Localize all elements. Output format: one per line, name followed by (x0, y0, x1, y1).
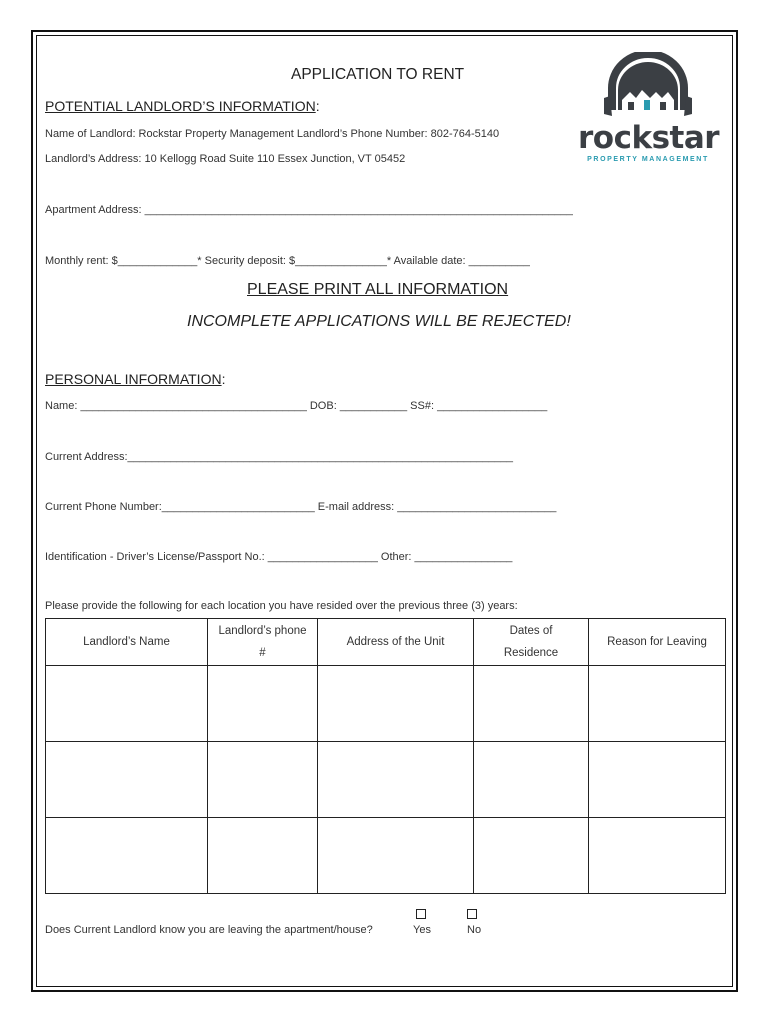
table-cell[interactable] (318, 742, 474, 818)
logo-subtitle: PROPERTY MANAGEMENT (587, 156, 709, 163)
rockstar-badge-icon (578, 52, 718, 122)
landlord-section-heading: POTENTIAL LANDLORD’S INFORMATION: (45, 98, 320, 114)
col-landlord-phone: Landlord’s phone # (208, 619, 318, 666)
table-cell[interactable] (589, 818, 726, 894)
apartment-address-field[interactable]: Apartment Address: ______________________________________________________________________ (45, 204, 573, 216)
name-dob-ssn-fields[interactable]: Name: _____________________________________ DOB: ___________ SS#: __________________ (45, 400, 548, 412)
col-reason-for-leaving: Reason for Leaving (589, 619, 726, 666)
table-cell[interactable] (208, 818, 318, 894)
landlord-name-line: Name of Landlord: Rockstar Property Management Landlord’s Phone Number: 802-764-5140 (45, 128, 500, 140)
print-all-banner: PLEASE PRINT ALL INFORMATION (247, 281, 509, 298)
table-cell[interactable] (318, 818, 474, 894)
table-cell[interactable] (474, 666, 589, 742)
col-unit-address: Address of the Unit (318, 619, 474, 666)
table-row (46, 666, 726, 742)
table-row (46, 742, 726, 818)
table-cell[interactable] (208, 742, 318, 818)
table-header-row (46, 619, 726, 666)
no-label: No (467, 924, 482, 936)
table-cell[interactable] (46, 742, 208, 818)
table-cell[interactable] (474, 742, 589, 818)
rejection-warning: INCOMPLETE APPLICATIONS WILL BE REJECTED! (187, 313, 571, 330)
col-dates-of-residence: Dates of Residence (474, 619, 589, 666)
no-checkbox[interactable] (467, 909, 477, 919)
yes-checkbox[interactable] (416, 909, 426, 919)
table-cell[interactable] (46, 666, 208, 742)
rockstar-logo (578, 52, 718, 167)
current-address-field[interactable]: Current Address:_______________________________________________________________ (45, 451, 513, 463)
rent-deposit-date-fields[interactable]: Monthly rent: $_____________* Security deposit: $_______________* Available date: __________ (45, 255, 530, 267)
table-cell[interactable] (208, 666, 318, 742)
table-cell[interactable] (474, 818, 589, 894)
yes-label: Yes (413, 924, 431, 936)
form-title: APPLICATION TO RENT (291, 66, 465, 83)
logo-wordmark: rockstar (578, 120, 720, 156)
table-cell[interactable] (589, 666, 726, 742)
table-row (46, 818, 726, 894)
table-cell[interactable] (46, 818, 208, 894)
col-landlord-name: Landlord’s Name (46, 619, 208, 666)
identification-fields[interactable]: Identification - Driver’s License/Passport No.: __________________ Other: ________________ (45, 551, 513, 563)
phone-email-fields[interactable]: Current Phone Number:_________________________ E-mail address: __________________________ (45, 501, 557, 513)
personal-section-heading: PERSONAL INFORMATION: (45, 371, 226, 387)
residence-history-prompt: Please provide the following for each location you have resided over the previous three (3) years: (45, 600, 518, 612)
landlord-address-line: Landlord’s Address: 10 Kellogg Road Suite 110 Essex Junction, VT 05452 (45, 153, 406, 165)
leaving-question: Does Current Landlord know you are leaving the apartment/house? (45, 924, 373, 936)
residence-history-table (45, 618, 726, 894)
table-cell[interactable] (318, 666, 474, 742)
table-cell[interactable] (589, 742, 726, 818)
